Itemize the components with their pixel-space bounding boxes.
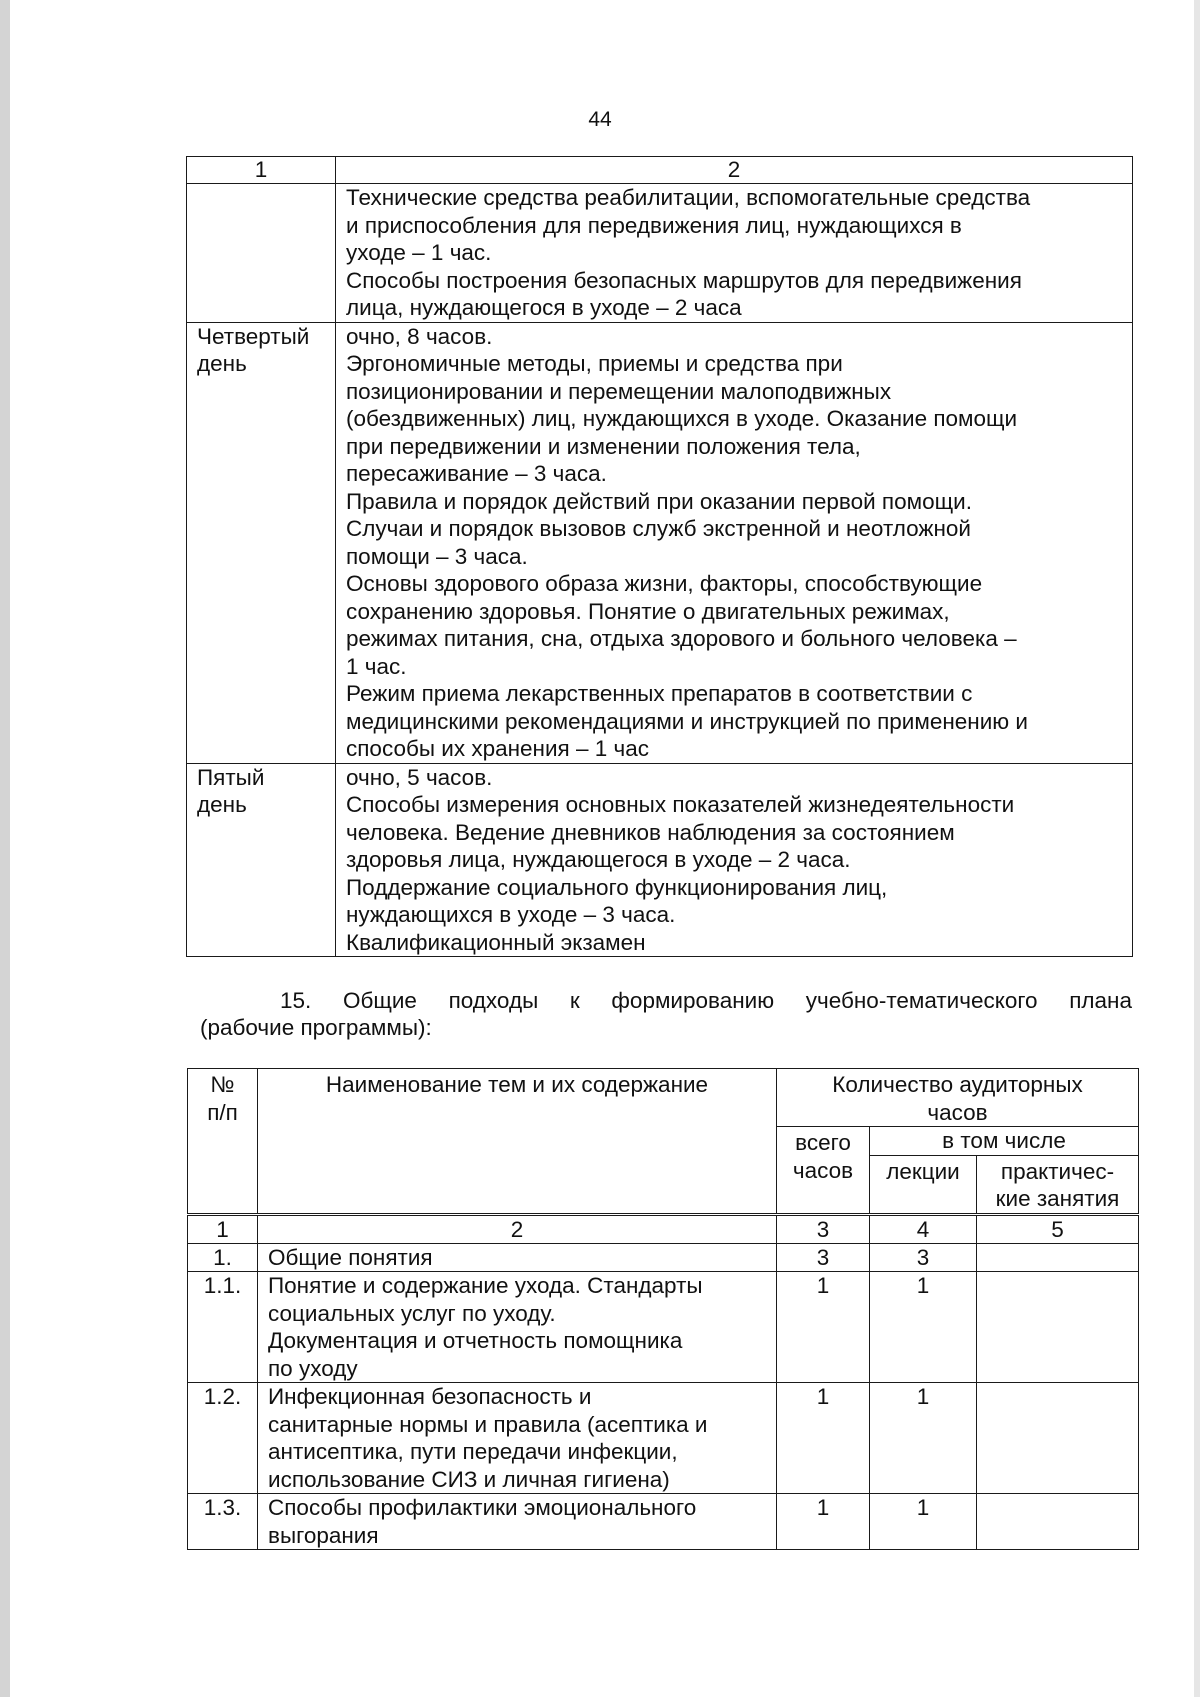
plan-header-hours	[777, 1069, 1139, 1127]
text-line: Эргономичные методы, приемы и средства при	[346, 351, 843, 376]
text-line: лица, нуждающегося в уходе – 2 часа	[346, 295, 742, 320]
header-text: всего	[795, 1130, 851, 1155]
row-practice-hours	[977, 1494, 1139, 1550]
plan-header-row-1	[188, 1069, 1139, 1127]
plan-header-number	[188, 1069, 258, 1215]
section-15-line-1: 15. Общие подходы к формированию учебно-тематического плана	[280, 988, 1132, 1013]
text-line: нуждающихся в уходе – 3 часа.	[346, 902, 676, 927]
column-number: 1	[188, 1214, 258, 1243]
column-number: 2	[258, 1214, 777, 1243]
plan-table	[187, 1068, 1139, 1550]
text-line: Документация и отчетность помощника	[268, 1328, 683, 1353]
section-15-paragraph	[200, 987, 1132, 1041]
schedule-col-1-header: 1	[187, 157, 336, 184]
row-topic	[258, 1494, 777, 1550]
table-row	[188, 1494, 1139, 1550]
row-number: 1.3.	[188, 1494, 258, 1550]
schedule-day-cell	[187, 763, 336, 957]
row-topic	[258, 1272, 777, 1383]
text-line: и приспособления для передвижения лиц, нуждающихся в	[346, 212, 962, 238]
plan-header-practice	[977, 1155, 1139, 1214]
text-line: Инфекционная безопасность и	[268, 1384, 592, 1409]
text-line: пересаживание – 3 часа.	[346, 461, 607, 486]
schedule-day-cell	[187, 322, 336, 763]
table-row	[188, 1272, 1139, 1383]
schedule-row-day5	[187, 763, 1133, 957]
plan-header-including: в том числе	[870, 1127, 1139, 1156]
text-line: Режим приема лекарственных препаратов в соответствии с	[346, 681, 973, 706]
text-line: Понятие и содержание ухода. Стандарты	[268, 1273, 703, 1298]
plan-header-name: Наименование тем и их содержание	[258, 1069, 777, 1215]
table-row	[188, 1243, 1139, 1272]
text-line: (обездвиженных) лиц, нуждающихся в уходе. Оказание помощи	[346, 406, 1018, 431]
table-row	[188, 1383, 1139, 1494]
row-number: 1.	[188, 1243, 258, 1272]
row-total-hours: 1	[777, 1494, 870, 1550]
text-line: Правила и порядок действий при оказании первой помощи.	[346, 488, 972, 514]
row-practice-hours	[977, 1272, 1139, 1383]
row-topic	[258, 1243, 777, 1272]
text-line: 1 час.	[346, 653, 407, 679]
text-line: человека. Ведение дневников наблюдения за состоянием	[346, 819, 955, 845]
text-line: Случаи и порядок вызовов служб экстренной и неотложной	[346, 516, 971, 541]
schedule-table	[186, 156, 1133, 957]
text-line: уходе – 1 час.	[346, 240, 492, 265]
row-number: 1.2.	[188, 1383, 258, 1494]
text-line: социальных услуг по уходу.	[268, 1300, 556, 1326]
row-practice-hours	[977, 1383, 1139, 1494]
header-text: кие занятия	[995, 1186, 1120, 1211]
day-label: Четвертый	[197, 323, 310, 349]
header-text: практичес-	[1000, 1158, 1115, 1184]
plan-column-numbers-row	[188, 1214, 1139, 1243]
page-number: 44	[588, 108, 612, 131]
text-line: сохранению здоровья. Понятие о двигательных режимах,	[346, 598, 950, 624]
scan-edge-left	[0, 0, 10, 1697]
schedule-row-day4	[187, 322, 1133, 763]
column-number: 3	[777, 1214, 870, 1243]
row-lecture-hours: 1	[870, 1494, 977, 1550]
schedule-row-continuation	[187, 184, 1133, 323]
row-practice-hours	[977, 1243, 1139, 1272]
text-line: Квалификационный экзамен	[346, 929, 646, 955]
schedule-content-cell	[336, 322, 1133, 763]
text-line: способы их хранения – 1 час	[346, 736, 650, 761]
scan-edge-right	[1194, 0, 1200, 1697]
row-total-hours: 1	[777, 1383, 870, 1494]
text-line: по уходу	[268, 1355, 358, 1381]
text-line: санитарные нормы и правила (асептика и	[268, 1411, 708, 1437]
row-total-hours: 3	[777, 1243, 870, 1272]
column-number: 5	[977, 1214, 1139, 1243]
text-line: медицинскими рекомендациями и инструкцией по применению и	[346, 708, 1028, 734]
schedule-col-2-header: 2	[336, 157, 1133, 184]
text-line: Способы построения безопасных маршрутов для передвижения	[346, 267, 1022, 293]
schedule-day-cell-empty	[187, 184, 336, 323]
text-line: здоровья лица, нуждающегося в уходе – 2 часа.	[346, 847, 851, 872]
column-number: 4	[870, 1214, 977, 1243]
header-text: Количество аудиторных	[832, 1072, 1083, 1097]
header-text: часов	[792, 1157, 854, 1183]
text-line: очно, 5 часов.	[346, 764, 493, 790]
schedule-content-cell	[336, 763, 1133, 957]
text-line: помощи – 3 часа.	[346, 543, 528, 569]
plan-header-lectures: лекции	[870, 1155, 977, 1214]
row-lecture-hours: 1	[870, 1383, 977, 1494]
day-label: Пятый	[197, 764, 265, 790]
section-15-line-2: (рабочие программы):	[200, 1015, 432, 1040]
day-label: день	[197, 351, 247, 376]
header-text: №	[210, 1072, 235, 1097]
text-line: Основы здорового образа жизни, факторы, способствующие	[346, 571, 983, 596]
text-line: очно, 8 часов.	[346, 323, 493, 349]
text-line: при передвижении и изменении положения тела,	[346, 433, 861, 459]
text-line: использование СИЗ и личная гигиена)	[268, 1466, 670, 1492]
text-line: Общие понятия	[268, 1244, 433, 1270]
row-topic	[258, 1383, 777, 1494]
header-text: п/п	[207, 1099, 238, 1125]
text-line: Способы измерения основных показателей жизнедеятельности	[346, 792, 1015, 817]
row-number: 1.1.	[188, 1272, 258, 1383]
text-line: позиционировании и перемещении малоподвижных	[346, 378, 892, 404]
header-text: часов	[927, 1099, 988, 1125]
text-line: режимах питания, сна, отдыха здорового и больного человека –	[346, 626, 1017, 651]
schedule-content-cell	[336, 184, 1133, 323]
plan-header-total	[777, 1127, 870, 1215]
row-lecture-hours: 3	[870, 1243, 977, 1272]
schedule-header-row	[187, 157, 1133, 184]
text-line: выгорания	[268, 1522, 379, 1548]
text-line: антисептика, пути передачи инфекции,	[268, 1439, 678, 1464]
text-line: Способы профилактики эмоционального	[268, 1495, 697, 1520]
day-label: день	[197, 792, 247, 817]
text-line: Поддержание социального функционирования лиц,	[346, 874, 888, 900]
row-total-hours: 1	[777, 1272, 870, 1383]
row-lecture-hours: 1	[870, 1272, 977, 1383]
text-line: Технические средства реабилитации, вспомогательные средства	[346, 185, 1031, 210]
